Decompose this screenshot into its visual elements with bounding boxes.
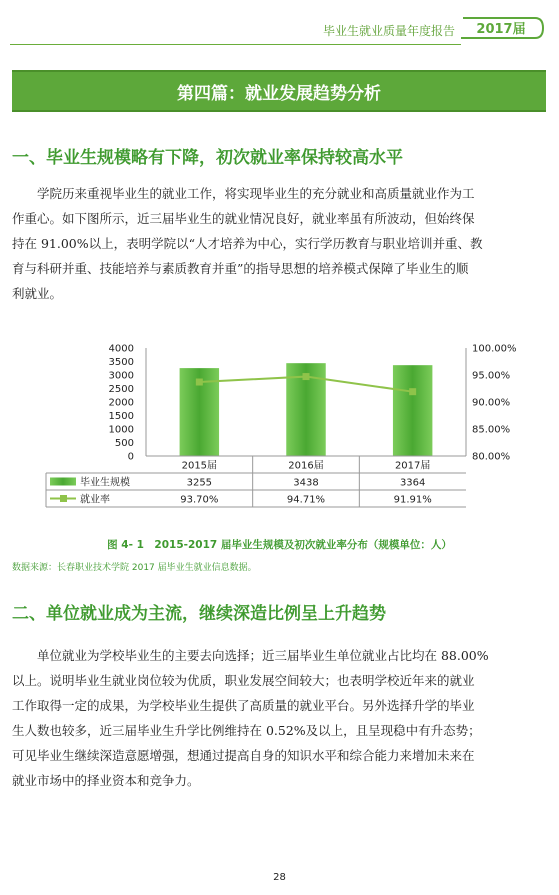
text-line: 持在 91.00%以上，表明学院以“人才培养为中心，实行学历教育与职业培训并重、教 xyxy=(12,236,483,251)
year-badge xyxy=(459,14,545,42)
category-label: 2016届 xyxy=(288,460,324,472)
text-line: 单位就业为学校毕业生的主要去向选择；近三届毕业生单位就业占比均在 88.00% xyxy=(37,648,489,663)
left-tick-label: 3000 xyxy=(108,370,134,382)
left-tick-label: 1000 xyxy=(108,424,134,436)
left-tick-label: 500 xyxy=(114,438,134,449)
bar-value-label: 3255 xyxy=(186,477,213,489)
section1-paragraph xyxy=(12,181,548,306)
category-label: 2017届 xyxy=(394,460,431,472)
data-source-note: 数据来源：长春职业技术学院 2017 届毕业生就业信息数据。 xyxy=(12,563,257,573)
rate-value-label: 93.70% xyxy=(180,494,219,506)
legend-line-name: 就业率 xyxy=(80,494,110,506)
bar-value-label: 3438 xyxy=(293,477,319,489)
left-tick-label: 2500 xyxy=(108,384,134,395)
text-line: 就业市场中的择业资本和竞争力。 xyxy=(12,773,200,788)
left-tick-label: 1500 xyxy=(108,411,134,422)
text-line: 生人数也较多，近三届毕业生升学比例维持在 0.52%及以上，且呈现稳中有升态势； xyxy=(12,723,481,738)
header-rule xyxy=(10,44,461,45)
bar-2017届 xyxy=(393,365,432,456)
left-tick-label: 2000 xyxy=(108,397,134,409)
legend-line-marker xyxy=(60,495,67,502)
text-line: 可见毕业生继续深造意愿增强，想通过提高自身的知识水平和综合能力来增加未来在 xyxy=(12,748,475,763)
year-badge-text: 2017届 xyxy=(476,22,526,37)
legend-bar-swatch xyxy=(50,478,76,486)
right-tick-label: 85.00% xyxy=(472,424,511,436)
bar-value-label: 3364 xyxy=(399,477,426,489)
rate-value-label: 91.91% xyxy=(393,494,432,506)
text-line: 育与科研并重、技能培养与素质教育并重”的指导思想的培养模式保障了毕业生的顺 xyxy=(12,261,469,276)
section2-paragraph xyxy=(12,643,548,793)
rate-value-label: 94.71% xyxy=(286,494,326,506)
report-title: 毕业生就业质量年度报告 xyxy=(322,24,455,38)
right-tick-label: 100.00% xyxy=(472,343,517,355)
rate-point-2017届 xyxy=(409,388,416,395)
chapter-title: 第四篇：就业发展趋势分析 xyxy=(177,83,381,104)
left-tick-label: 4000 xyxy=(108,343,134,355)
legend-bar-name: 毕业生规模 xyxy=(80,477,130,489)
rate-point-2015届 xyxy=(196,379,203,386)
right-tick-label: 80.00% xyxy=(472,451,511,463)
right-tick-label: 95.00% xyxy=(472,370,511,382)
page-number: 28 xyxy=(273,872,286,883)
text-line: 学院历来重视毕业生的就业工作，将实现毕业生的充分就业和高质量就业作为工 xyxy=(37,186,475,201)
employment-chart xyxy=(36,338,536,518)
category-label: 2015届 xyxy=(181,460,218,472)
text-line: 利就业。 xyxy=(12,286,63,301)
chapter-banner xyxy=(12,70,546,112)
left-tick-label: 0 xyxy=(127,451,134,463)
right-tick-label: 90.00% xyxy=(472,397,511,409)
section-heading-2: 二、单位就业成为主流，继续深造比例呈上升趋势 xyxy=(12,604,386,624)
section-heading-1: 一、毕业生规模略有下降，初次就业率保持较高水平 xyxy=(12,148,403,168)
rate-point-2016届 xyxy=(303,373,310,380)
text-line: 作重心。如下图所示，近三届毕业生的就业情况良好，就业率虽有所波动，但始终保 xyxy=(12,211,475,226)
left-tick-label: 3500 xyxy=(108,357,134,368)
figure-caption: 图 4- 1 2015-2017 届毕业生规模及初次就业率分布（规模单位：人） xyxy=(107,539,452,551)
text-line: 工作取得一定的成果，为学校毕业生提供了高质量的就业平台。另外选择升学的毕业 xyxy=(12,698,475,713)
text-line: 以上。说明毕业生就业岗位较为优质，职业发展空间较大；也表明学校近年来的就业 xyxy=(12,673,475,688)
